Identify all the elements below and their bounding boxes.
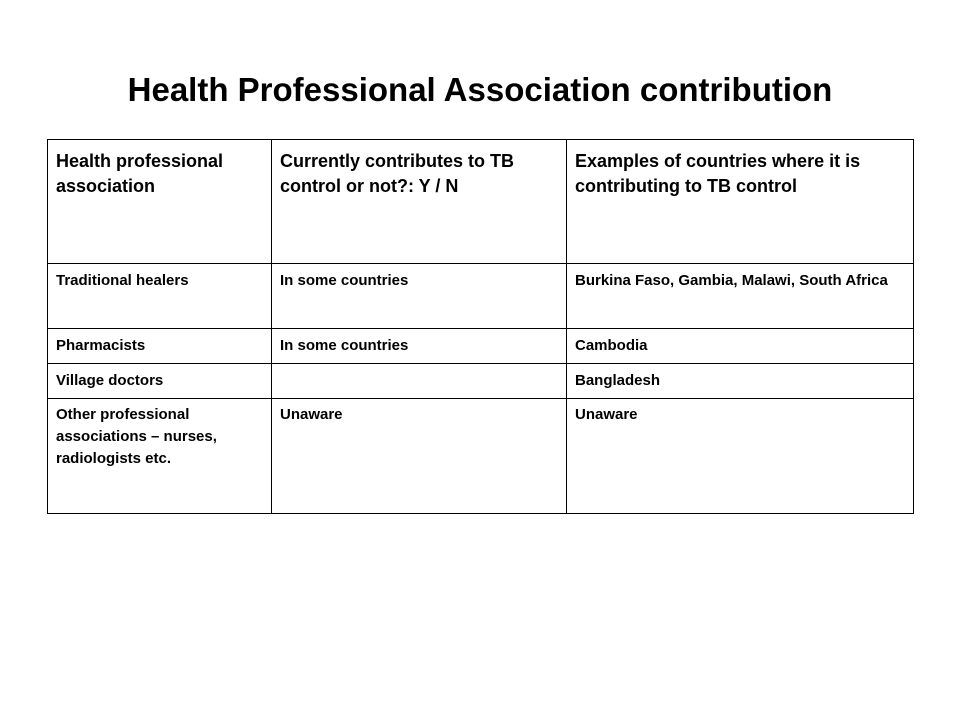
header-contributes	[272, 140, 567, 264]
cell-examples: Burkina Faso, Gambia, Malawi, South Africa	[567, 264, 914, 329]
cell-contributes	[272, 364, 567, 399]
table-row	[48, 264, 914, 329]
header-examples: Examples of countries where it is contributing to TB control	[567, 140, 914, 264]
header-contributes-text: Currently contributes to TB control or not?: Y / N	[280, 151, 515, 196]
cell-contributes: In some countries	[272, 329, 567, 364]
association-table	[47, 139, 914, 514]
cell-association: Traditional healers	[48, 264, 272, 329]
header-association: Health professional association	[48, 140, 272, 264]
cell-association: Other professional associations – nurses, radiologists etc.	[48, 399, 272, 514]
table-row	[48, 329, 914, 364]
table-row	[48, 399, 914, 514]
cell-examples: Bangladesh	[567, 364, 914, 399]
cell-association: Pharmacists	[48, 329, 272, 364]
cell-association: Village doctors	[48, 364, 272, 399]
cell-examples: Unaware	[567, 399, 914, 514]
cell-examples: Cambodia	[567, 329, 914, 364]
table-header-row	[48, 140, 914, 264]
cell-contributes: In some countries	[272, 264, 567, 329]
table-row	[48, 364, 914, 399]
cell-contributes: Unaware	[272, 399, 567, 514]
slide-title: Health Professional Association contribution	[127, 71, 833, 108]
